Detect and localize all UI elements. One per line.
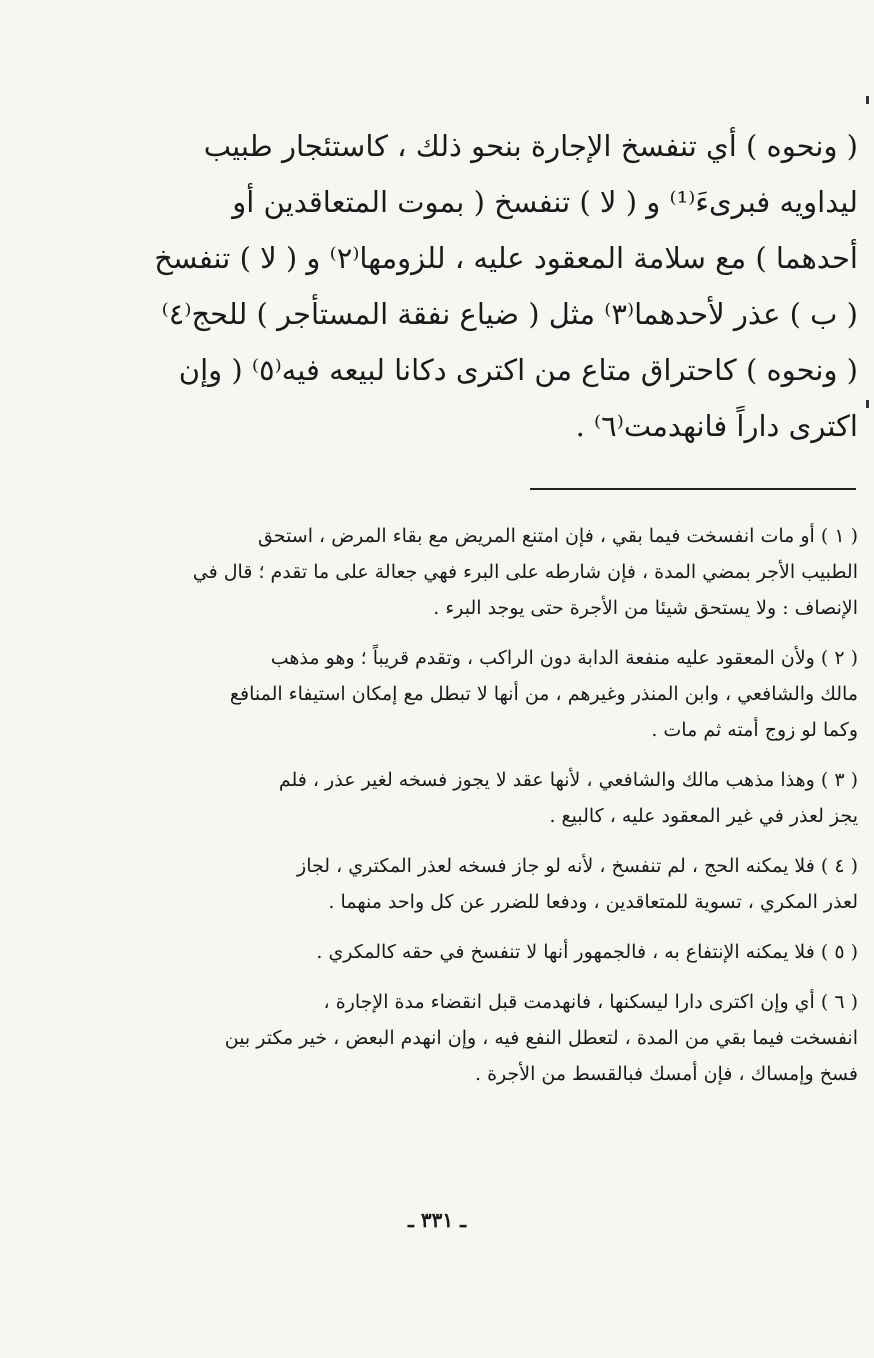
- edge-mark-bottom: [866, 400, 869, 408]
- footnote-6: [120, 984, 858, 1092]
- main-text-line: ( ونحوه ) أي تنفسخ الإجارة بنحو ذلك ، كاستئجار طبيب: [203, 129, 858, 163]
- main-text-line: ليداويه فبرىءَ⁽¹⁾ و ( لا ) تنفسخ ( بموت المتعاقدين أو: [232, 185, 858, 219]
- footnote-2: [120, 640, 858, 748]
- page-number: ـ ٣٣١ ـ: [408, 1208, 466, 1232]
- footnote-line: الإنصاف : ولا يستحق شيئا من الأجرة حتى يوجد البرء .: [433, 597, 858, 619]
- footnote-line: ( ٤ ) فلا يمكنه الحج ، لم تنفسخ ، لأنه لو جاز فسخه لعذر المكتري ، لجاز: [297, 855, 858, 877]
- main-text-block: [120, 118, 858, 454]
- footnote-line: وكما لو زوج أمته ثم مات .: [651, 719, 858, 741]
- footnote-3: [120, 762, 858, 834]
- footnote-line: ( ٣ ) وهذا مذهب مالك والشافعي ، لأنها عقد لا يجوز فسخه لغير عذر ، فلم: [278, 769, 858, 791]
- footnote-line: مالك والشافعي ، وابن المنذر وغيرهم ، من أنها لا تبطل مع إمكان استيفاء المنافع: [229, 683, 858, 705]
- edge-mark-top: [866, 96, 869, 104]
- footnote-line: الطبيب الأجر بمضي المدة ، فإن شارطه على البرء فهي جعالة على ما تقدم ؛ قال في: [192, 561, 858, 583]
- footnote-1: [120, 518, 858, 626]
- footnote-line: انفسخت فيما بقي من المدة ، لتعطل النفع فيه ، وإن انهدم البعض ، خير مكتر بين: [224, 1027, 858, 1049]
- footnote-line: فسخ وإمساك ، فإن أمسك فبالقسط من الأجرة .: [475, 1063, 858, 1085]
- footnote-line: يجز لعذر في غير المعقود عليه ، كالبيع .: [549, 805, 858, 827]
- footnote-line: ( ٥ ) فلا يمكنه الإنتفاع به ، فالجمهور أنها لا تنفسخ في حقه كالمكري .: [316, 941, 858, 963]
- main-text-line: ( ب ) عذر لأحدهما⁽٣⁾ مثل ( ضياع نفقة المستأجر ) للحج⁽٤⁾: [161, 297, 858, 331]
- footnote-5: [120, 934, 858, 970]
- footnote-separator: [530, 488, 856, 490]
- footnote-line: ( ٦ ) أي وإن اكترى دارا ليسكنها ، فانهدمت قبل انقضاء مدة الإجارة ،: [323, 991, 858, 1013]
- main-text-line: أحدهما ) مع سلامة المعقود عليه ، للزومها⁽٢⁾ و ( لا ) تنفسخ: [154, 241, 858, 275]
- main-text-line: اكترى داراً فانهدمت⁽٦⁾ .: [575, 409, 858, 443]
- footnote-line: ( ١ ) أو مات انفسخت فيما بقي ، فإن امتنع المريض مع بقاء المرض ، استحق: [257, 525, 858, 547]
- footnote-line: ( ٢ ) ولأن المعقود عليه منفعة الدابة دون الراكب ، وتقدم قريباً ؛ وهو مذهب: [270, 647, 858, 669]
- main-text-line: ( ونحوه ) كاحتراق متاع من اكترى دكانا لبيعه فيه⁽٥⁾ ( وإن: [178, 353, 858, 387]
- footnote-4: [120, 848, 858, 920]
- footnote-line: لعذر المكري ، تسوية للمتعاقدين ، ودفعا للضرر عن كل واحد منهما .: [328, 891, 858, 913]
- footnotes-block: [120, 518, 858, 1106]
